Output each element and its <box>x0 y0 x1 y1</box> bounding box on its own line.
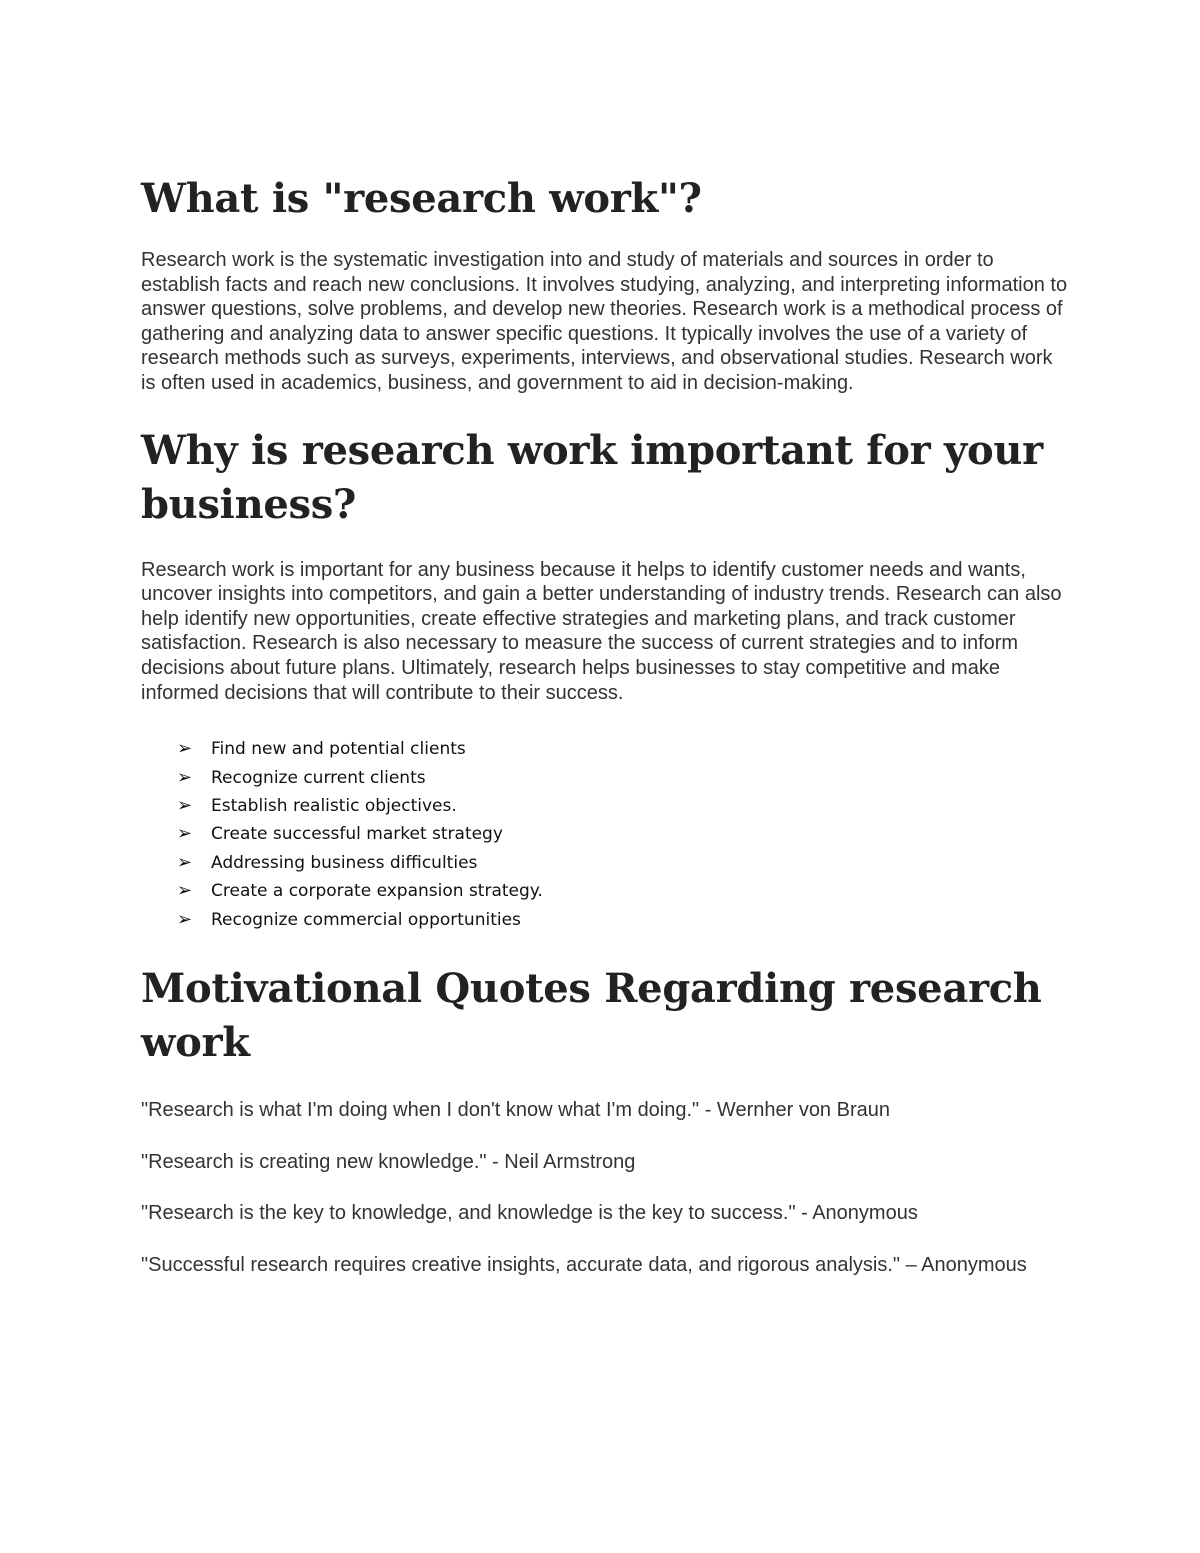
arrow-bullet-icon: ➢ <box>177 908 193 930</box>
heading-line: Why is research work important for your <box>141 426 1043 474</box>
list-item-text: Find new and potential clients <box>211 739 466 760</box>
list-item <box>177 849 1071 877</box>
heading-motivational-quotes <box>141 962 1071 1070</box>
list-item <box>177 820 1071 848</box>
quote: "Research is creating new knowledge." - Neil Armstrong <box>141 1150 636 1173</box>
heading-what-is-research-work: What is "research work"? <box>141 175 702 222</box>
list-item-text: Establish realistic objectives. <box>211 795 457 816</box>
document-content <box>141 172 1071 1304</box>
list-item <box>177 877 1071 905</box>
list-item <box>177 792 1071 820</box>
paragraph-why-research-important: Research work is important for any business because it helps to identify customer needs and wants, uncover insights into competitors, and gain a better understanding of industry trends. Research can also help identify new opportunities, create effective strategies and marketing plans, and track customer satisfaction. Research is also necessary to measure the success of current strategies and to inform decisions about future plans. Ultimately, research helps businesses to stay competitive and make informed decisions that will contribute to their success. <box>141 558 1062 704</box>
quote: "Research is the key to knowledge, and knowledge is the key to success." - Anonymous <box>141 1202 918 1225</box>
list-item <box>177 764 1071 792</box>
list-item-text: Recognize commercial opportunities <box>211 909 521 930</box>
paragraph-what-is-research-work: Research work is the systematic investigation into and study of materials and sources in order to establish facts and reach new conclusions. It involves studying, analyzing, and interpreting information to answer questions, solve problems, and develop new theories. Research work is a methodical process of gathering and analyzing data to answer specific questions. It typically involves the use of a variety of research methods such as surveys, experiments, interviews, and observational studies. Research work is often used in academics, business, and government to aid in decision-making. <box>141 249 1068 394</box>
quote: "Research is what I'm doing when I don't know what I'm doing." - Wernher von Braun <box>141 1098 890 1121</box>
heading-line: business? <box>141 480 357 528</box>
arrow-bullet-icon: ➢ <box>177 766 193 788</box>
heading-why-research-important <box>141 424 1071 532</box>
list-item <box>177 735 1071 763</box>
arrow-bullet-icon: ➢ <box>177 880 193 902</box>
arrow-bullet-icon: ➢ <box>177 738 193 760</box>
list-item-text: Addressing business difficulties <box>211 852 478 873</box>
quote: "Successful research requires creative insights, accurate data, and rigorous analysis." – Anonymous <box>141 1253 1027 1276</box>
list-item-text: Create a corporate expansion strategy. <box>211 881 543 902</box>
list-item <box>177 906 1071 934</box>
heading-line: work <box>141 1018 250 1066</box>
arrow-bullet-icon: ➢ <box>177 851 193 873</box>
benefits-list <box>141 735 1071 934</box>
list-item-text: Recognize current clients <box>211 767 426 788</box>
arrow-bullet-icon: ➢ <box>177 823 193 845</box>
list-item-text: Create successful market strategy <box>211 824 503 845</box>
heading-line: Motivational Quotes Regarding research <box>141 964 1042 1012</box>
arrow-bullet-icon: ➢ <box>177 794 193 816</box>
